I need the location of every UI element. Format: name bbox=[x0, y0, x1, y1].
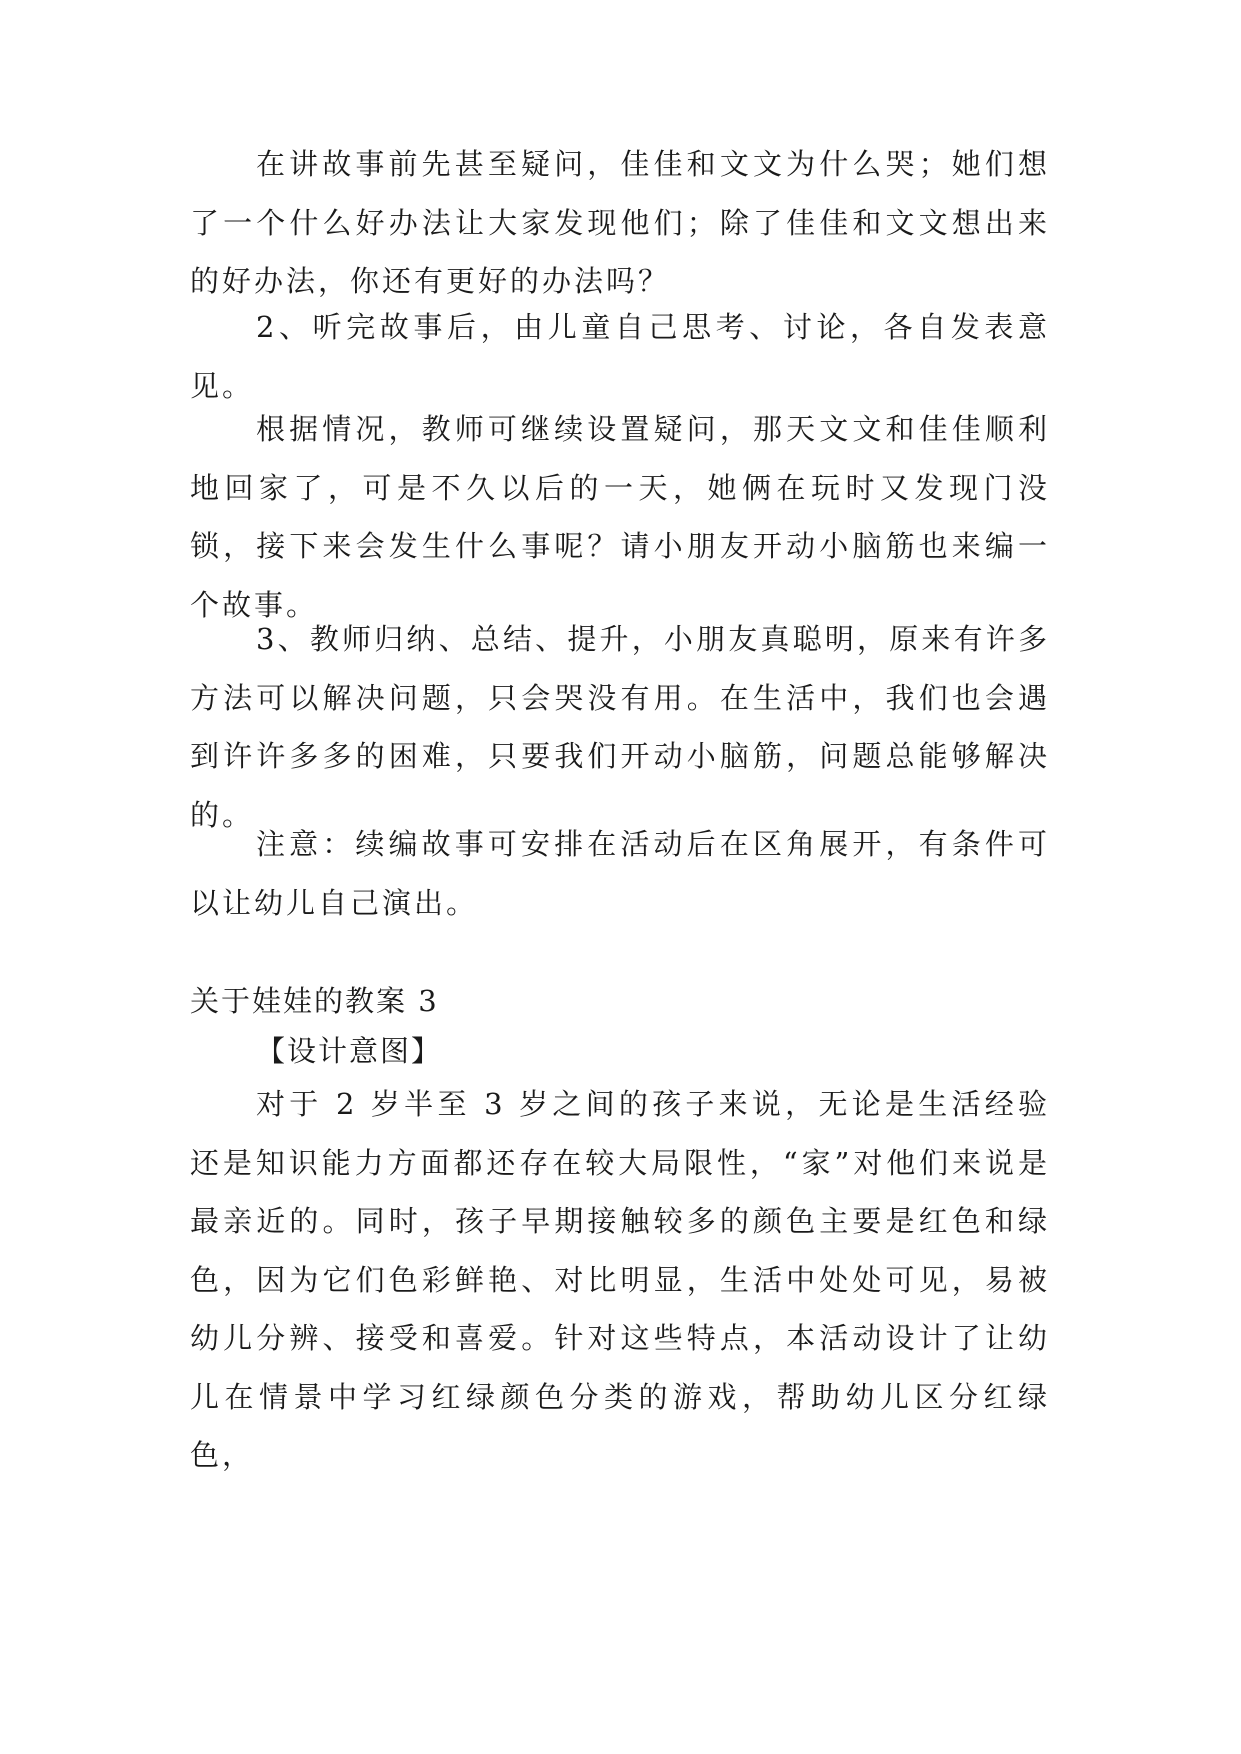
paragraph-design-intent: 对于 2 岁半至 3 岁之间的孩子来说，无论是生活经验还是知识能力方面都还存在较大局限性，“家”对他们来说是最亲近的。同时，孩子早期接触较多的颜色主要是红色和绿色，因为它们色彩鲜艳、对比明显，生活中处处可见，易被幼儿分辨、接受和喜爱。针对这些特点，本活动设计了让幼儿在情景中学习红绿颜色分类的游戏，帮助幼儿区分红绿色， bbox=[190, 1087, 1050, 1472]
paragraph-note: 注意：续编故事可安排在活动后在区角展开，有条件可以让幼儿自己演出。 bbox=[190, 827, 1050, 920]
paragraph-story-questions: 在讲故事前先甚至疑问，佳佳和文文为什么哭；她们想了一个什么好办法让大家发现他们；除了佳佳和文文想出来的好办法，你还有更好的办法吗？ bbox=[190, 147, 1050, 298]
paragraph-continue-questions: 根据情况，教师可继续设置疑问，那天文文和佳佳顺利地回家了，可是不久以后的一天，她俩在玩时又发现门没锁，接下来会发生什么事呢？请小朋友开动小脑筋也来编一个故事。 bbox=[190, 412, 1050, 622]
paragraph-step-2: 2、听完故事后，由儿童自己思考、讨论，各自发表意见。 bbox=[190, 310, 1050, 403]
section-heading: 关于娃娃的教案 3 bbox=[190, 984, 439, 1018]
design-intent-label: 【设计意图】 bbox=[256, 1034, 443, 1068]
paragraph-step-3: 3、教师归纳、总结、提升，小朋友真聪明，原来有许多方法可以解决问题，只会哭没有用。在生活中，我们也会遇到许许多多的困难，只要我们开动小脑筋，问题总能够解决的。 bbox=[190, 622, 1050, 832]
